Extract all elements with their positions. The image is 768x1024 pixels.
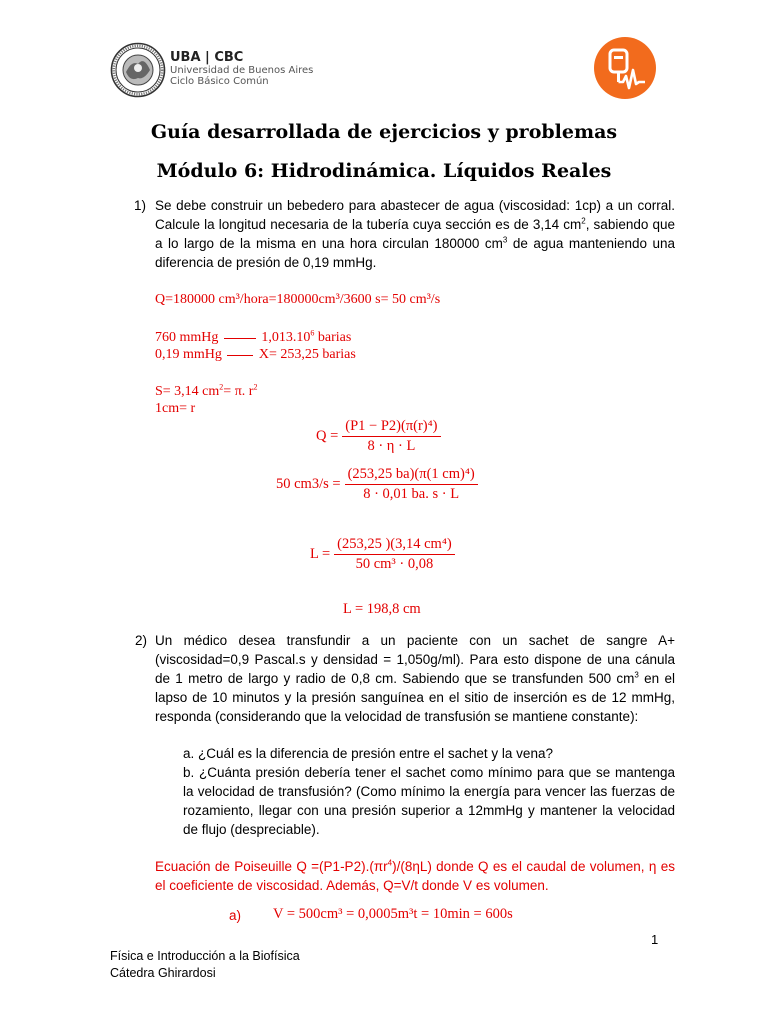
- underline: [227, 355, 253, 356]
- institution-name: UBA | CBC: [170, 50, 244, 65]
- radius-line: 1cm= r: [155, 401, 196, 416]
- problem-1-text-a: Se debe construir un bebedero para abastecer de agua (viscosidad: 1cp) a un corral. Calcule la longitud necesaria de la tubería cuya sección es de 3,14 cm: [155, 198, 675, 232]
- problem-2-statement: [155, 631, 675, 726]
- sup-2: 2: [581, 216, 586, 226]
- poiseuille-sup: 4: [387, 858, 393, 868]
- conv1-sup: 6: [310, 328, 315, 338]
- conv1-b: 1,013.10: [261, 330, 311, 345]
- eq3-lhs: L =: [310, 546, 331, 562]
- flow-rate-line: Q=180000 cm³/hora=180000cm³/3600 s= 50 cm³/s: [155, 292, 441, 307]
- university-line: Universidad de Buenos Aires: [170, 65, 314, 76]
- answer-a-label: a): [229, 908, 242, 923]
- physics-iv-drip-logo: [593, 36, 657, 100]
- eq2-fraction: [345, 466, 478, 503]
- eq1-lhs: Q =: [316, 428, 339, 444]
- eq2-lhs: 50 cm3/s =: [276, 476, 341, 492]
- problem-1-number: 1): [134, 198, 147, 213]
- eq3-numerator: (253,25 )(3,14 cm⁴): [334, 536, 455, 555]
- eq2-denominator: 8 · 0,01 ba. s · L: [363, 486, 460, 502]
- conversion-line-1: [155, 329, 351, 346]
- underline: [224, 338, 256, 339]
- eq3-fraction: [334, 536, 455, 573]
- question-b: b. ¿Cuánta presión debería tener el sachet como mínimo para que se mantenga la velocidad de transfusión? (Como mínimo la energía para vencer las fuerzas de rozamiento, llegar con una presión superior a 12mmHg y mantener la velocidad de flujo (despreciable).: [183, 765, 675, 837]
- university-name: [170, 65, 313, 87]
- problem-2-text-a: Un médico desea transfundir a un paciente con un sachet de sangre A+ (viscosidad=0,9 Pascal.s y densidad = 1,050g/ml). Para esto dispone de una cánula de 1 metro de largo y radio de 0,8 cm. Sabiendo que se transfunden 500 cm: [155, 633, 675, 686]
- area-sup: 2: [219, 382, 224, 392]
- footer-course: Física e Introducción a la Biofísica: [110, 949, 300, 963]
- eq2-numerator: (253,25 ba)(π(1 cm)⁴): [345, 466, 478, 485]
- conv1-a: 760 mmHg: [155, 330, 219, 345]
- eq1-fraction: [342, 418, 440, 455]
- cycle-line: Ciclo Básico Común: [170, 76, 269, 87]
- university-seal-logo: [110, 42, 166, 98]
- poiseuille-a: Ecuación de Poiseuille Q =(P1-P2).(πr: [155, 859, 388, 874]
- conv2-b: X= 253,25 barias: [258, 347, 356, 362]
- area-line: [155, 383, 257, 400]
- poiseuille-b: )/(8ηL) donde Q es el caudal de volumen, η es el coeficiente de viscosidad. Además, Q=V/t donde V es volumen.: [155, 859, 675, 893]
- page-number: 1: [651, 932, 659, 947]
- area-b: = π. r: [223, 384, 254, 399]
- eq3-denominator: 50 cm³ · 0,08: [355, 556, 434, 572]
- module-title: Módulo 6: Hidrodinámica. Líquidos Reales: [156, 160, 612, 182]
- poiseuille-note: [155, 857, 675, 895]
- footer-chair: Cátedra Ghirardosi: [110, 966, 216, 980]
- answer-a-equation: V = 500cm³ = 0,0005m³t = 10min = 600s: [273, 906, 513, 922]
- problem-1-text-b: , sabiendo que a lo largo de la misma en una hora circulan 180000 cm: [155, 217, 676, 251]
- problem-2-number: 2): [135, 633, 148, 648]
- substituted-equation: [276, 466, 478, 503]
- length-result: L = 198,8 cm: [343, 601, 421, 617]
- conv1-c: barias: [314, 330, 352, 345]
- problem-1-statement: [155, 196, 675, 272]
- length-equation: [310, 536, 455, 573]
- conversion-line-2: [155, 346, 356, 363]
- guide-title: Guía desarrollada de ejercicios y problemas: [150, 121, 618, 143]
- area-a: S= 3,14 cm: [155, 384, 220, 399]
- eq1-numerator: (P1 − P2)(π(r)⁴): [342, 418, 440, 437]
- sup-3: 3: [634, 670, 639, 680]
- problem-2-text-b: en el lapso de 10 minutos y la presión sanguínea en el sitio de inserción es de 12 mmHg, responda (considerando que la velocidad de transfusión se mantiene constante):: [155, 671, 675, 724]
- sup-3: 3: [502, 235, 508, 245]
- problem-1-text-c: de agua manteniendo una diferencia de presión de 0,19 mmHg.: [155, 236, 676, 270]
- area-sup2: 2: [253, 382, 258, 392]
- poiseuille-equation: [316, 418, 441, 455]
- question-a: a. ¿Cuál es la diferencia de presión entre el sachet y la vena?: [183, 746, 553, 761]
- conv2-a: 0,19 mmHg: [155, 347, 222, 362]
- eq1-denominator: 8 · η · L: [367, 438, 416, 454]
